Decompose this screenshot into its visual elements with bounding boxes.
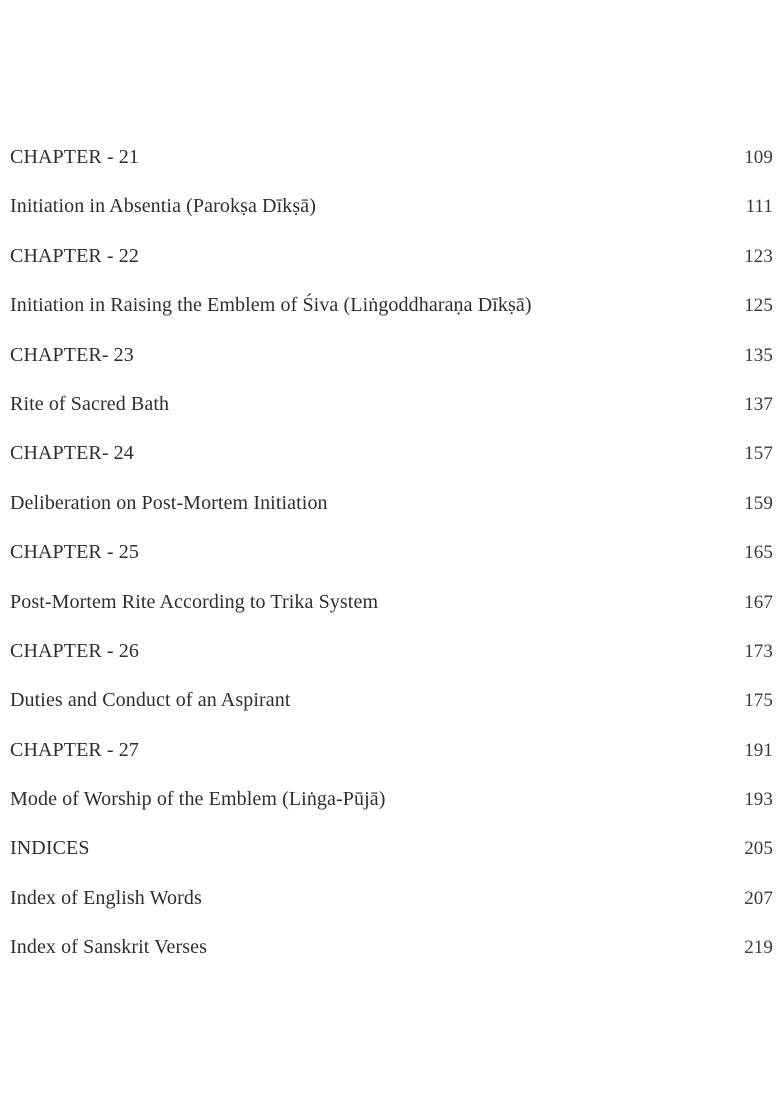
- toc-entry-title: Deliberation on Post-Mortem Initiation: [10, 491, 328, 514]
- toc-section-heading: [10, 344, 773, 393]
- toc-page-number: 157: [744, 443, 773, 465]
- toc-section-heading: [10, 442, 773, 491]
- toc-entry: [10, 936, 773, 985]
- toc-entry: [10, 591, 773, 640]
- toc-entry-title: CHAPTER - 21: [10, 146, 139, 168]
- toc-section-heading: [10, 146, 773, 195]
- toc-entry: [10, 294, 773, 343]
- toc-page-number: 135: [744, 344, 773, 366]
- toc-entry-title: Mode of Worship of the Emblem (Liṅga-Pūjā): [10, 788, 386, 811]
- toc-page-number: 165: [744, 542, 773, 564]
- toc-entry: [10, 393, 773, 442]
- toc-entry-title: Post-Mortem Rite According to Trika System: [10, 590, 379, 613]
- toc-page-number: 109: [744, 147, 773, 168]
- toc-entry: [10, 788, 773, 837]
- toc-page-number: 111: [745, 196, 773, 218]
- table-of-contents: [10, 146, 773, 986]
- toc-entry-title: Initiation in Absentia (Parokṣa Dīkṣā): [10, 195, 316, 218]
- toc-page-number: 173: [744, 640, 773, 662]
- toc-entry: [10, 887, 773, 936]
- toc-entry-title: CHAPTER - 27: [10, 738, 139, 761]
- toc-entry-title: Duties and Conduct of an Aspirant: [10, 689, 291, 712]
- toc-entry-title: Index of Sanskrit Verses: [10, 936, 207, 959]
- toc-entry: [10, 492, 773, 541]
- toc-page-number: 205: [744, 838, 773, 860]
- toc-section-heading: [10, 739, 773, 788]
- toc-section-heading: [10, 245, 773, 294]
- toc-page-number: 193: [744, 789, 773, 811]
- toc-entry-title: CHAPTER- 24: [10, 442, 134, 465]
- toc-section-heading: [10, 837, 773, 886]
- toc-entry-title: Index of English Words: [10, 886, 202, 909]
- toc-section-heading: [10, 541, 773, 590]
- toc-section-heading: [10, 640, 773, 689]
- toc-page-number: 219: [744, 937, 773, 959]
- toc-entry-title: CHAPTER - 26: [10, 639, 139, 662]
- toc-entry: [10, 195, 773, 244]
- toc-page-number: 175: [744, 690, 773, 712]
- toc-entry-title: CHAPTER - 22: [10, 244, 139, 267]
- toc-page-number: 167: [744, 591, 773, 613]
- toc-entry-title: Initiation in Raising the Emblem of Śiva (Liṅgoddharaṇa Dīkṣā): [10, 294, 532, 317]
- toc-entry: [10, 689, 773, 738]
- toc-page-number: 159: [744, 492, 773, 514]
- toc-entry-title: INDICES: [10, 837, 90, 860]
- toc-page-number: 207: [744, 887, 773, 909]
- toc-entry-title: CHAPTER- 23: [10, 343, 134, 366]
- toc-page-number: 191: [744, 739, 773, 761]
- toc-entry-title: Rite of Sacred Bath: [10, 392, 170, 415]
- toc-page-number: 137: [744, 393, 773, 415]
- toc-page-number: 125: [744, 295, 773, 317]
- toc-entry-title: CHAPTER - 25: [10, 541, 139, 564]
- toc-page-number: 123: [744, 245, 773, 267]
